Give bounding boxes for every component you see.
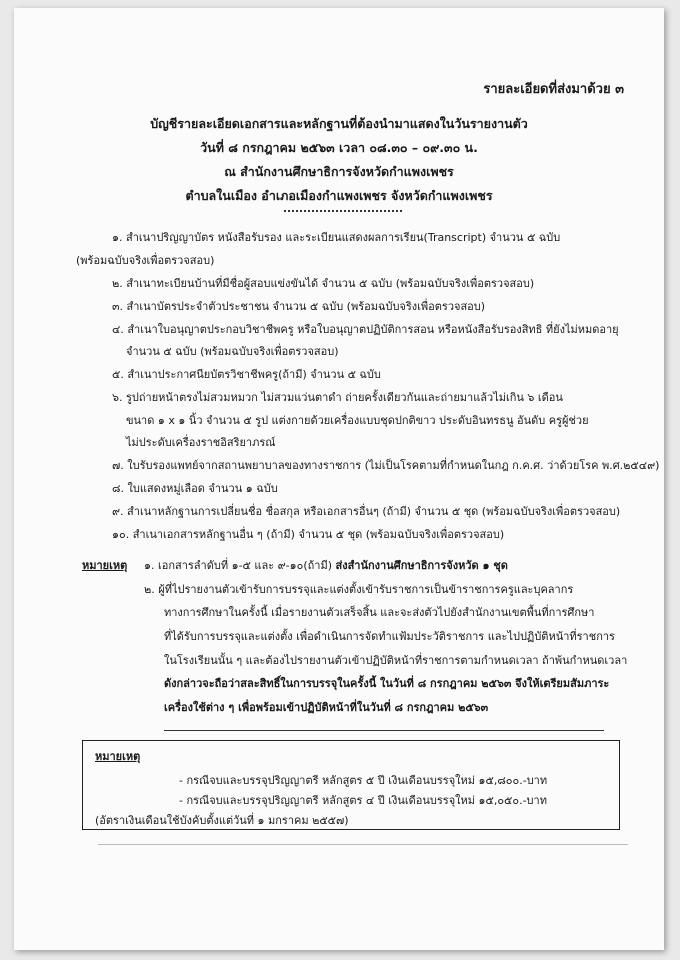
note-line-emphasis: ส่งสำนักงานศึกษาธิการจังหวัด ๑ ชุด [335, 559, 508, 572]
list-item: ๑๐. สำเนาเอกสารหลักฐานอื่น ๆ (ถ้ามี) จำนวน ๕ ชุด (พร้อมฉบับจริงเพื่อตรวจสอบ) [112, 528, 505, 541]
list-item: ๓. สำเนาบัตรประจำตัวประชาชน จำนวน ๕ ฉบับ (พร้อมฉบับจริงเพื่อตรวจสอบ) [112, 300, 486, 313]
list-item: ไม่ประดับเครื่องราชอิสริยาภรณ์ [126, 436, 276, 449]
list-item: ๒. สำเนาทะเบียนบ้านที่มีชื่อผู้สอบแข่งขันได้ จำนวน ๕ ฉบับ (พร้อมฉบับจริงเพื่อตรวจสอบ) [112, 277, 535, 290]
list-item: ๕. สำเนาประกาศนียบัตรวิชาชีพครู(ถ้ามี) จำนวน ๕ ฉบับ [112, 368, 381, 381]
address-line: ตำบลในเมือง อำเภอเมืองกำแพงเพชร จังหวัดกำแพงเพชร [185, 188, 493, 203]
note-line: ในโรงเรียนนั้น ๆ และต้องไปรายงานตัวเข้าปฏิบัติหน้าที่ราชการตามกำหนดเวลา ถ้าพ้นกำหนดเวลา [164, 654, 628, 667]
footer-rule [98, 844, 628, 845]
note-line [144, 556, 508, 574]
list-item: ขนาด ๑ x ๑ นิ้ว จำนวน ๕ รูป แต่งกายด้วยเครื่องแบบชุดปกติขาว ประดับอินทรธนู อันดับ ครูผู้ช่วย [126, 414, 589, 427]
note-line: ดังกล่าวจะถือว่าสละสิทธิ์ในการบรรจุในครั้งนี้ ในวันที่ ๘ กรกฎาคม ๒๕๖๓ จึงให้เตรียมสัมภาระ [164, 677, 610, 690]
dotted-divider [284, 210, 402, 212]
list-item: ๑. สำเนาปริญญาบัตร หนังสือรับรอง และระเบียนแสดงผลการเรียน(Transcript) จำนวน ๕ ฉบับ [112, 231, 561, 244]
note-line: เครื่องใช้ต่าง ๆ เพื่อพร้อมเข้าปฏิบัติหน้าที่ในวันที่ ๘ กรกฎาคม ๒๕๖๓ [164, 701, 489, 714]
list-item: ๖. รูปถ่ายหน้าตรงไม่สวมหมวก ไม่สวมแว่นตาดำ ถ่ายครั้งเดียวกันและถ่ายมาแล้วไม่เกิน ๖ เดือน [112, 391, 563, 404]
document-title: บัญชีรายละเอียดเอกสารและหลักฐานที่ต้องนำมาแสดงในวันรายงานตัว [150, 116, 528, 131]
list-item: ๗. ใบรับรองแพทย์จากสถานพยาบาลของทางราชการ (ไม่เป็นโรคตามที่กำหนดในกฎ ก.ค.ศ. ว่าด้วยโรค พ.ศ.๒๕๔๙) [112, 459, 660, 472]
note-line: ๒. ผู้ที่ไปรายงานตัวเข้ารับการบรรจุและแต่งตั้งเข้ารับราชการเป็นข้าราชการครูและบุคลากร [144, 583, 574, 596]
list-item: ๘. ใบแสดงหมู่เลือด จำนวน ๑ ฉบับ [112, 482, 278, 495]
location-line: ณ สำนักงานศึกษาธิการจังหวัดกำแพงเพชร [224, 164, 454, 179]
section-divider [164, 730, 604, 731]
salary-line: - กรณีจบและบรรจุปริญญาตรี หลักสูตร ๕ ปี เงินเดือนบรรจุใหม่ ๑๕,๘๐๐.-บาท [179, 774, 548, 787]
salary-line: - กรณีจบและบรรจุปริญญาตรี หลักสูตร ๔ ปี เงินเดือนบรรจุใหม่ ๑๕,๐๕๐.-บาท [179, 794, 547, 807]
attachment-reference: รายละเอียดที่ส่งมาด้วย ๓ [483, 82, 624, 97]
note-label: หมายเหตุ [82, 559, 128, 572]
list-item: จำนวน ๕ ฉบับ (พร้อมฉบับจริงเพื่อตรวจสอบ) [126, 345, 339, 358]
salary-note-box [82, 740, 620, 830]
note-line: ที่ได้รับการบรรจุและแต่งตั้ง เพื่อดำเนินการจัดทำแฟ้มประวัติราชการ และไปปฏิบัติหน้าที่ราชการ [164, 630, 615, 643]
salary-effective-date: (อัตราเงินเดือนใช้บังคับตั้งแต่วันที่ ๑ มกราคม ๒๕๕๗) [95, 814, 349, 827]
list-item: (พร้อมฉบับจริงเพื่อตรวจสอบ) [76, 254, 215, 267]
note-line: ทางการศึกษาในครั้งนี้ เมื่อรายงานตัวเสร็จสิ้น และจะส่งตัวไปยังสำนักงานเขตพื้นที่การศึกษา [164, 606, 595, 619]
list-item: ๙. สำเนาหลักฐานการเปลี่ยนชื่อ ชื่อสกุล หรือเอกสารอื่นๆ (ถ้ามี) จำนวน ๕ ชุด (พร้อมฉบับจริงเพื่อตรวจสอบ) [112, 505, 621, 518]
note-label: หมายเหตุ [95, 750, 141, 763]
note-line-prefix: ๑. เอกสารลำดับที่ ๑-๕ และ ๙-๑๐(ถ้ามี) [144, 559, 332, 572]
date-time-line: วันที่ ๘ กรกฎาคม ๒๕๖๓ เวลา ๐๘.๓๐ – ๐๙.๓๐ น. [200, 140, 478, 155]
list-item: ๔. สำเนาใบอนุญาตประกอบวิชาชีพครู หรือใบอนุญาตปฏิบัติการสอน หรือหนังสือรับรองสิทธิ ที่ยังไม่หมดอายุ [112, 323, 619, 336]
document-page [14, 8, 664, 950]
